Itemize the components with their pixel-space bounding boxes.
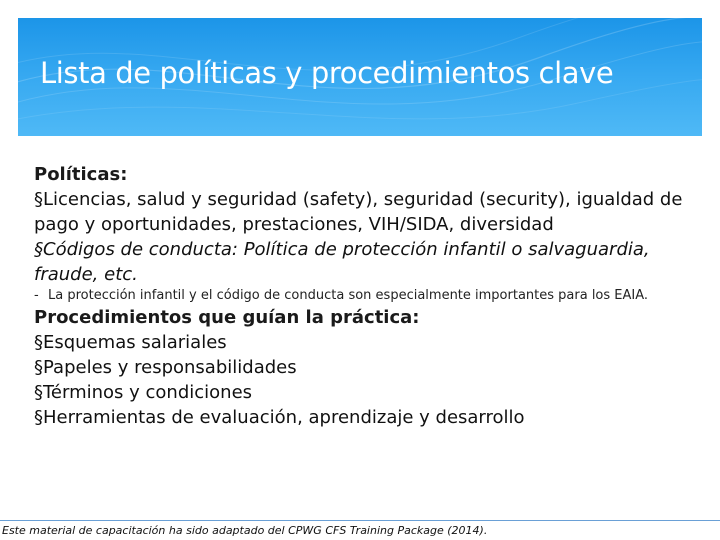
footer-divider	[0, 520, 720, 521]
procedures-item	[34, 380, 704, 405]
procedures-item-text: Herramientas de evaluación, aprendizaje y desarrollo	[43, 407, 525, 428]
procedures-item-text: Esquemas salariales	[43, 332, 227, 353]
policies-subnote	[34, 287, 704, 305]
procedures-item	[34, 405, 704, 430]
policies-heading: Políticas:	[34, 164, 128, 185]
dash-marker: -	[34, 288, 39, 303]
policies-item-1-text: Licencias, salud y seguridad (safety), seguridad (security), igualdad de pago y oportunidades, prestaciones, VIH/SIDA, diversidad	[34, 189, 683, 235]
procedures-item	[34, 355, 704, 380]
procedures-item	[34, 330, 704, 355]
slide-title: Lista de políticas y procedimientos clave	[40, 56, 614, 90]
procedures-heading: Procedimientos que guían la práctica:	[34, 307, 420, 328]
procedures-item-text: Papeles y responsabilidades	[43, 357, 297, 378]
policies-item-2-text: Códigos de conducta: Política de protección infantil o salvaguardia, fraude, etc.	[34, 239, 650, 285]
policies-subnote-text: La protección infantil y el código de conducta son especialmente importantes para los EAIA.	[48, 288, 649, 303]
slide-body	[34, 162, 704, 430]
policies-item-2	[34, 237, 704, 287]
footer-credit: Este material de capacitación ha sido adaptado del CPWG CFS Training Package (2014).	[2, 524, 488, 537]
title-banner	[18, 18, 702, 136]
procedures-item-text: Términos y condiciones	[43, 382, 253, 403]
policies-item-1	[34, 187, 704, 237]
